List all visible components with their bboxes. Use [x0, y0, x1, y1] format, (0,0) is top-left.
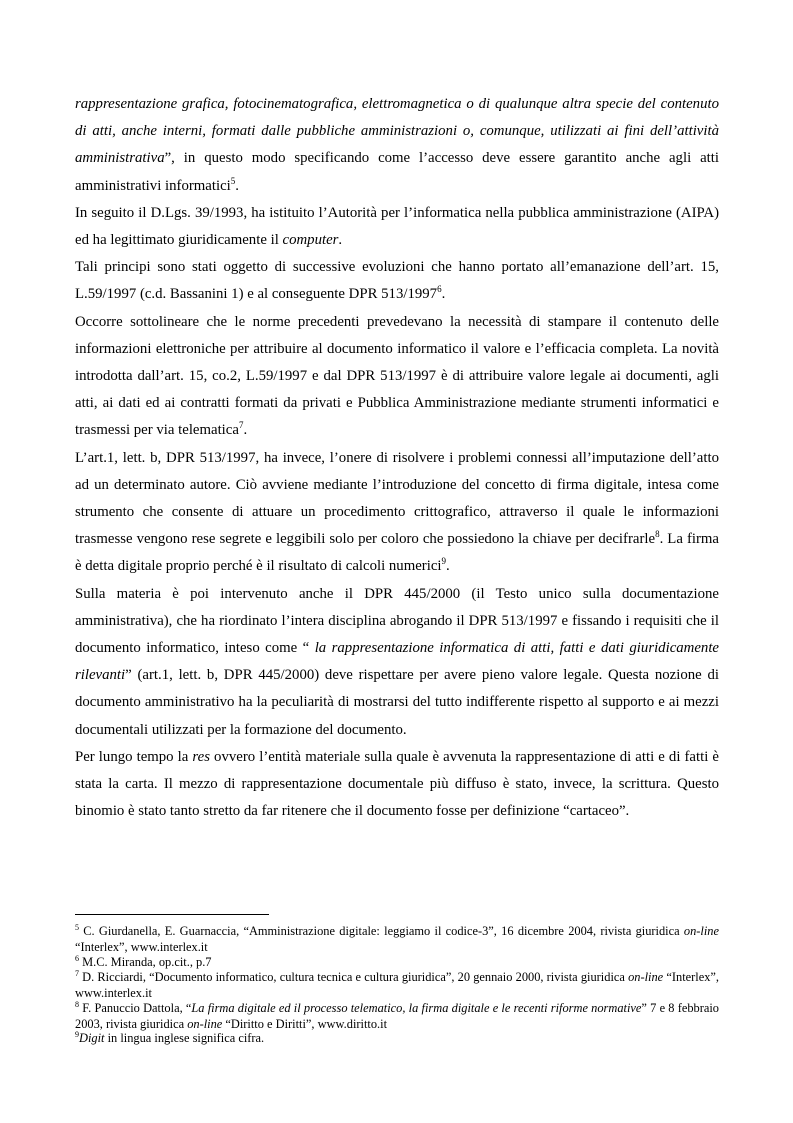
paragraph-3: Tali principi sono stati oggetto di successive evoluzioni che hanno portato all’emanazione dell’art. 15, L.59/1997 (c.d. Bassanini 1) e al conseguente DPR 513/1997$^6$. — [75, 259, 719, 303]
footnote-ref-5: 5 — [230, 175, 236, 186]
paragraph-4: Occorre sottolineare che le norme precedenti prevedevano la necessità di stampare il contenuto delle informazioni elettroniche per attribuire al documento informatico il valore e l’efficacia completa. La novità introdotta dall’art. 15, co.2, L.59/1997 e dal DPR 513/1997 è di attribuire valore legale ai documenti, agli atti, ai dati ed ai contratti formati da privati e Pubblica Amministrazione mediante strumenti informatici e trasmessi per via telematica$^7$. — [75, 313, 719, 439]
footnote-separator — [75, 914, 269, 915]
paragraph-7: Per lungo tempo la res ovvero l’entità materiale sulla quale è avvenuta la rappresentazione di atti e di fatti è stata la carta. Il mezzo di rappresentazione documentale più diffuso è stato, invece, la scrittura. Questo binomio è stato tanto stretto da far ritenere che il documento fosse per definizione “cartaceo”. — [75, 748, 719, 820]
footnote-7: $^7$ D. Ricciardi, “Documento informatico, cultura tecnica e cultura giuridica”, 20 gennaio 2000, rivista giuridica on-line “Interlex”, www.interlex.it — [75, 968, 719, 1000]
footnote-ref-8: 8 — [655, 529, 660, 540]
paragraph-6: Sulla materia è poi intervenuto anche il DPR 445/2000 (il Testo unico sulla documentazione amministrativa), che ha riordinato l’intera disciplina abrogando il DPR 513/1997 e fissando i requisiti che il documento informatico, inteso come “ la rappresentazione informatica di atti, fatti e dati giuridicamente rilevanti” (art.1, lett. b, DPR 445/2000) deve rispettare per avere pieno valore legale. Questa nozione di documento amministrativo ha la peculiarità di mostrarsi del tutto indifferente rispetto al supporto e ai mezzi documentali utilizzati per la formazione del documento. — [75, 585, 719, 738]
footnote-ref-9: 9 — [441, 556, 446, 567]
footnote-6: $^6$ M.C. Miranda, op.cit., p.7 — [75, 953, 212, 969]
paragraph-2: In seguito il D.Lgs. 39/1993, ha istituito l’Autorità per l’informatica nella pubblica amministrazione (AIPA) ed ha legittimato giuridicamente il computer. — [75, 204, 719, 249]
footnote-ref-7: 7 — [238, 420, 244, 431]
body-text — [75, 91, 719, 825]
footnote-ref-6: 6 — [437, 284, 442, 295]
paragraph-5: L’art.1, lett. b, DPR 513/1997, ha invece, l’onere di risolvere i problemi connessi all’imputazione dell’atto ad un determinato autore. Ciò avviene mediante l’introduzione del concetto di firma digitale, intesa come strumento che consente di attuare un procedimento crittografico, attraverso il quale le informazioni trasmesse vengono rese segrete e leggibili solo per coloro che possiedono la chiave per decifrarle$^8$. La firma è detta digitale proprio perché è il risultato di calcoli numerici$^9$. — [75, 449, 720, 575]
footnote-9: $^9$Digit in lingua inglese significa cifra. — [75, 1029, 265, 1045]
footnote-5: $^5$ C. Giurdanella, E. Guarnaccia, “Amministrazione digitale: leggiamo il codice-3”, 16 dicembre 2004, rivista giuridica on-line “Interlex”, www.interlex.it — [75, 922, 719, 954]
footnote-8: $^8$ F. Panuccio Dattola, “La firma digitale ed il processo telematico, la firma digitale e le recenti riforme normative” 7 e 8 febbraio 2003, rivista giuridica on-line “Diritto e Diritti”, www.diritto.it — [75, 999, 720, 1031]
italic-quote: rappresentazione grafica, fotocinematografica, elettromagnetica o di qualunque altra specie del contenuto di atti, anche interni, formati dalle pubbliche amministrazioni o, comunque, utilizzati ai fini dell’attività amministrativa — [75, 96, 719, 167]
paragraph-1: rappresentazione grafica, fotocinematografica, elettromagnetica o di qualunque altra specie del contenuto di atti, anche interni, formati dalle pubbliche amministrazioni o, comunque, utilizzati ai fini dell’attività amministrativa”, in questo modo specificando come l’accesso deve essere garantito anche agli atti amministrativi informatici$^5$. — [75, 96, 719, 194]
